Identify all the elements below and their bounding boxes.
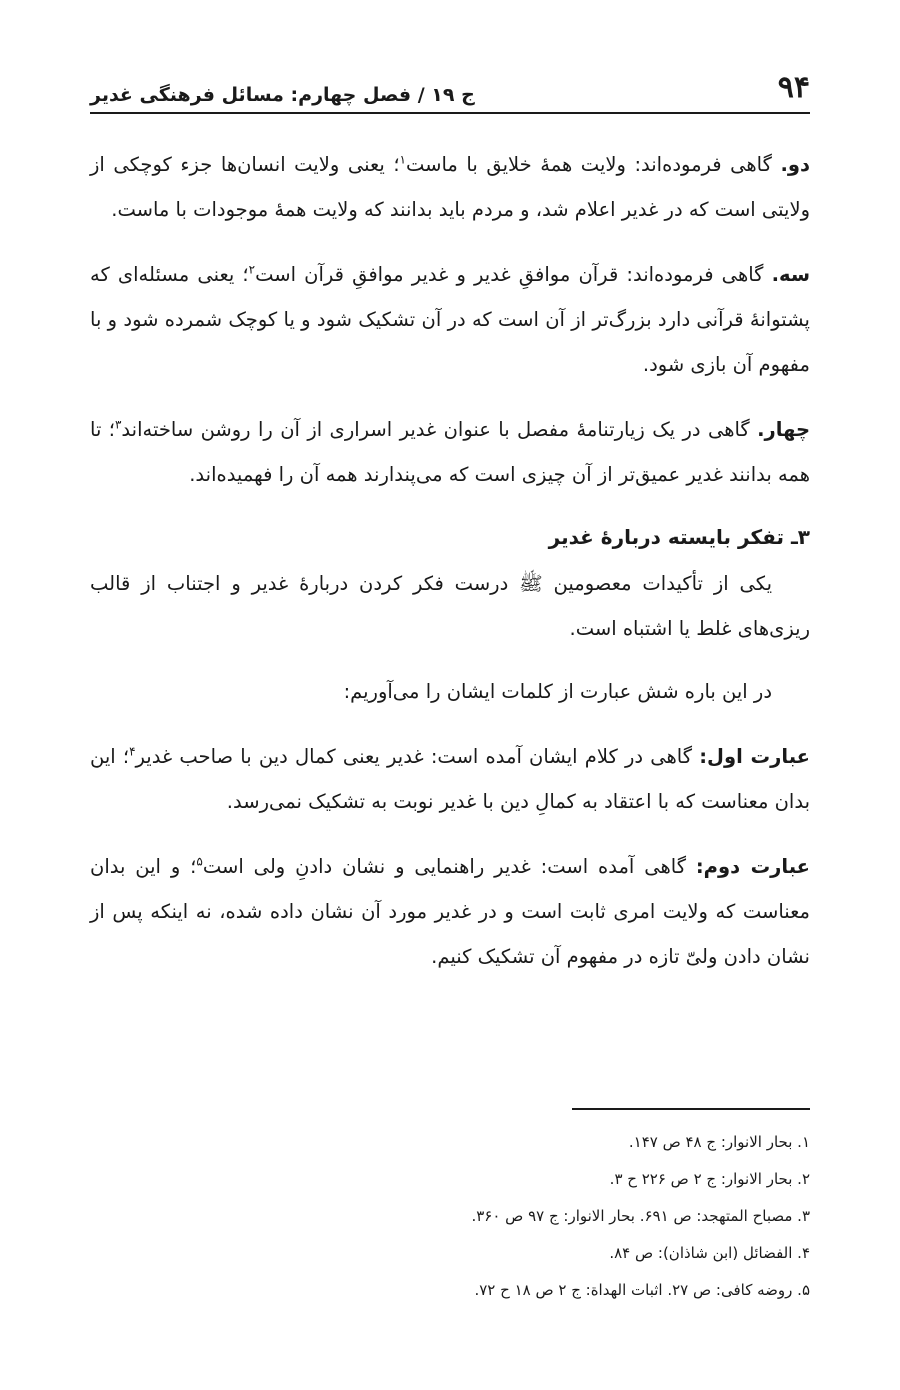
phrase-text: ؛ این بدان معناست که با اعتقاد به کمالِ دین با غدیر نوبت به تشکیک نمی‌رسد. [90, 745, 810, 813]
footnote-ref: ۲ [248, 262, 256, 277]
footnote-ref: ۴ [129, 744, 136, 759]
paragraph-four [90, 407, 810, 497]
phrase-lead: عبارت دوم: [695, 855, 810, 878]
phrase-one [90, 734, 810, 824]
paragraph-lead: دو. [780, 153, 811, 176]
footnote-list [90, 1124, 810, 1309]
footnote-ref: ۵ [196, 854, 203, 869]
paragraph-text: گاهی در یک زیارتنامهٔ مفصل با عنوان غدیر اسراری از آن را روشن ساخته‌اند [121, 418, 758, 441]
running-header [90, 68, 810, 114]
footnote-ref: ۱ [399, 152, 406, 167]
section-heading: ۳ـ تفکر بایسته دربارهٔ غدیر [548, 525, 810, 549]
book-page [90, 0, 810, 1390]
section-lead-in: در این باره شش عبارت از کلمات ایشان را می‌آوریم: [343, 680, 772, 703]
paragraph-lead: چهار. [757, 418, 810, 441]
footnote-item: ۲. بحار الانوار: ج ۲ ص ۲۲۶ ح ۳. [609, 1170, 810, 1188]
phrase-text: گاهی در کلام ایشان آمده است: غدیر یعنی کمال دین با صاحب غدیر [135, 745, 700, 768]
running-header-title: ج ۱۹ / فصل چهارم: مسائل فرهنگی غدیر [90, 84, 475, 106]
page-number: ۹۴ [777, 70, 810, 105]
footnote-ref: ۳ [114, 417, 122, 432]
footnote-item: ۴. الفضائل (ابن شاذان): ص ۸۴. [609, 1244, 810, 1262]
phrase-text: ؛ و این بدان معناست که ولایت امری ثابت است و در غدیر مورد آن نشان داده شده، نه اینکه پس از نشان دادن ولیّ تازه در مفهوم آن تشکیک کنیم. [90, 855, 810, 968]
phrase-two [90, 844, 810, 979]
paragraph-lead: سه. [771, 263, 811, 286]
phrase-lead: عبارت اول: [699, 745, 810, 768]
paragraph-text: گاهی فرموده‌اند: قرآن موافقِ غدیر و غدیر موافقِ قرآن است [255, 263, 772, 286]
paragraph-text: ؛ یعنی مسئله‌ای که پشتوانهٔ قرآنی دارد بزرگ‌تر از آن است که در آن تشکیک شود و یا کوچک شمرده شود و با مفهوم آن بازی شود. [90, 263, 810, 376]
footnote-divider [572, 1108, 810, 1110]
paragraph-three [90, 252, 810, 387]
paragraph-text: ؛ تا همه بدانند غدیر عمیق‌تر از آن چیزی است که می‌پندارند همه آن را فهمیده‌اند. [90, 418, 810, 486]
paragraph-two [90, 142, 810, 232]
page-body [90, 142, 810, 999]
footnote-item: ۳. مصباح المتهجد: ص ۶۹۱. بحار الانوار: ج ۹۷ ص ۳۶۰. [471, 1207, 810, 1225]
phrase-text: گاهی آمده است: غدیر راهنمایی و نشان دادنِ ولی است [202, 855, 696, 878]
footnote-item: ۱. بحار الانوار: ج ۴۸ ص ۱۴۷. [628, 1133, 810, 1151]
paragraph-text: ؛ یعنی ولایت انسان‌ها جزء کوچکی از ولایتی است که در غدیر اعلام شد، و مردم باید بدانند که ولایت همهٔ موجودات با ماست. [90, 153, 810, 221]
paragraph-text: گاهی فرموده‌اند: ولایت همهٔ خلایق با ماست [405, 153, 781, 176]
footnote-item: ۵. روضه کافی: ص ۲۷. اثبات الهداة: ج ۲ ص ۱۸ ح ۷۲. [474, 1281, 810, 1299]
section-intro: یکی از تأکیدات معصومین ﷺ درست فکر کردن دربارهٔ غدیر و اجتناب از قالب ریزی‌های غلط یا اشتباه است. [90, 572, 810, 640]
